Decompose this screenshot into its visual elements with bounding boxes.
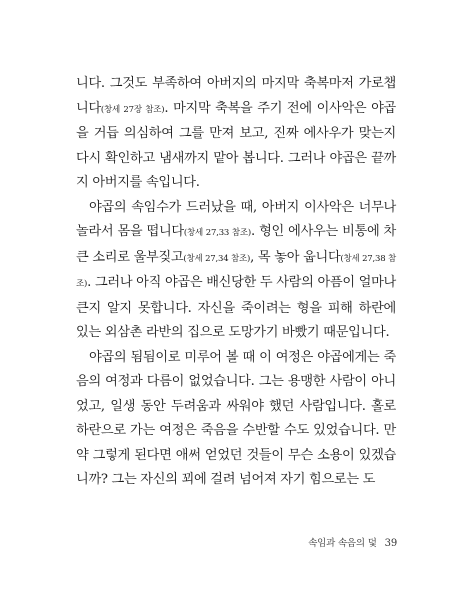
body-text (76, 72, 396, 493)
scripture-reference: (창세 27,38 참조) (76, 253, 396, 289)
page-number: 39 (384, 538, 397, 549)
running-title: 속임과 속음의 덫 (308, 538, 377, 549)
paragraph (76, 72, 396, 196)
paragraph-text: 야곱의 됨됨이로 미루어 볼 때 이 여정은 야곱에게는 죽음의 여정과 다름이 없었습니다. 그는 용맹한 사람이 아니었고, 일생 동안 두려움과 싸워야 했던 사람입니다. 홀로 하란으로 가는 여정은 죽음을 수반할 수도 있었습니다. 만약 그렇게 된다면 애써 얻었던 것들이 무슨 소용이 있겠습니까? 그는 자신의 꾀에 걸려 넘어져 자기 힘으로는 도 (76, 349, 396, 487)
paragraph-text: . 그러나 아직 야곱은 배신당한 두 사람의 아픔이 얼마나 큰지 알지 못합니다. 자신을 죽이려는 형을 피해 하란에 있는 외삼촌 라반의 집으로 도망가기 바빴기 때문입니다. (76, 275, 396, 340)
paragraph-text: 야곱의 속임수가 드러났을 때, 아버지 이사악은 너무나 놀라서 몸을 떱니다 (76, 199, 396, 239)
paragraph (76, 196, 396, 346)
page-footer (308, 535, 397, 549)
paragraph-text: , 목 놓아 웁니다 (250, 249, 341, 265)
scripture-reference: (창세 27장 참조) (100, 104, 165, 115)
paragraph-text: 니다. 그것도 부족하여 아버지의 마지막 축복마저 가로챕니다 (76, 76, 396, 116)
scripture-reference: (창세 27,34 참조) (183, 253, 251, 264)
paragraph (76, 346, 396, 493)
paragraph-text: . 형인 에사우는 비통에 차 큰 소리로 울부짖고 (76, 224, 396, 265)
scripture-reference: (창세 27,33 참조) (183, 228, 252, 238)
paragraph-text: . 마지막 축복을 주기 전에 이사악은 야곱을 거듭 의심하여 그를 만져 보고, 진짜 에사우가 맞는지 다시 확인하고 냄새까지 맡아 봅니다. 그러나 야곱은 끝까지 아버지를 속입니다. (76, 100, 396, 190)
